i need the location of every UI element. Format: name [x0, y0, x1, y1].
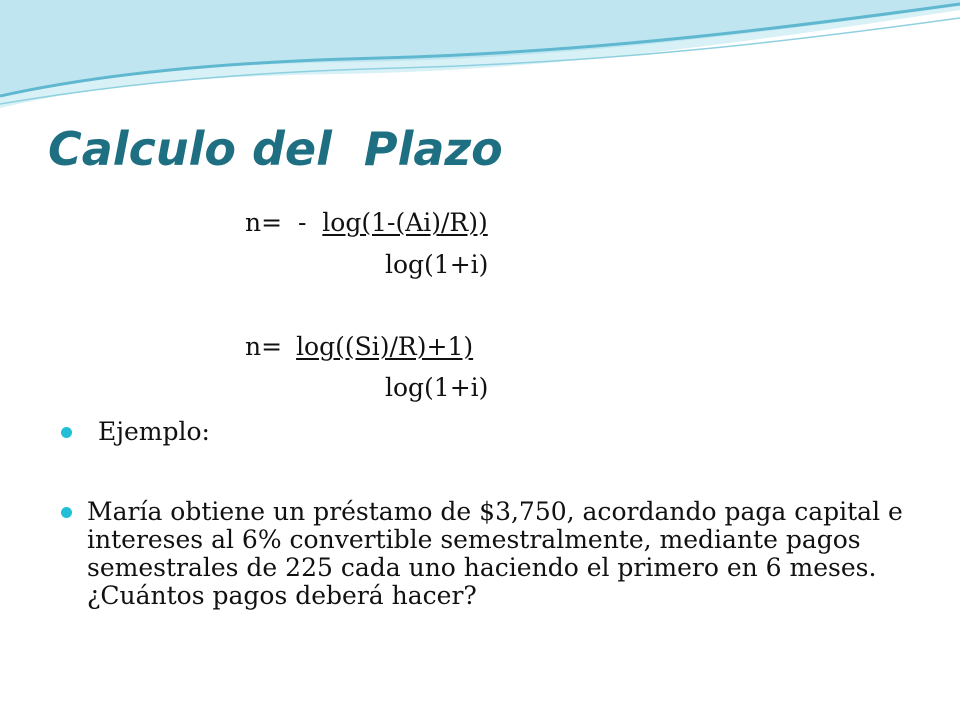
formula-2-numerator-line: [245, 332, 473, 361]
formula-2-denominator: log(1+i): [385, 373, 489, 402]
formula-1-denominator: log(1+i): [385, 250, 489, 279]
formula-1-numerator: log(1-(Ai)/R)): [322, 208, 488, 237]
bullet-marker: [61, 507, 72, 518]
bullet-marker: [61, 427, 72, 438]
bullet-problem-text: María obtiene un préstamo de $3,750, acordando paga capital e intereses al 6% convertible semestralmente, mediante pagos semestrales de 225 cada uno haciendo el primero en 6 meses. ¿Cuántos pagos deberá hacer?: [87, 497, 903, 610]
bullet-ejemplo: Ejemplo:: [98, 417, 210, 446]
formula-2-numerator: log((Si)/R)+1): [296, 332, 474, 361]
formula-1-numerator-line: [245, 208, 488, 237]
header-wave-decoration: [0, 0, 960, 120]
formula-1-lhs: n= -: [245, 208, 323, 237]
formula-2-lhs: n=: [245, 332, 283, 361]
slide-title: Calculo del Plazo: [48, 122, 503, 176]
